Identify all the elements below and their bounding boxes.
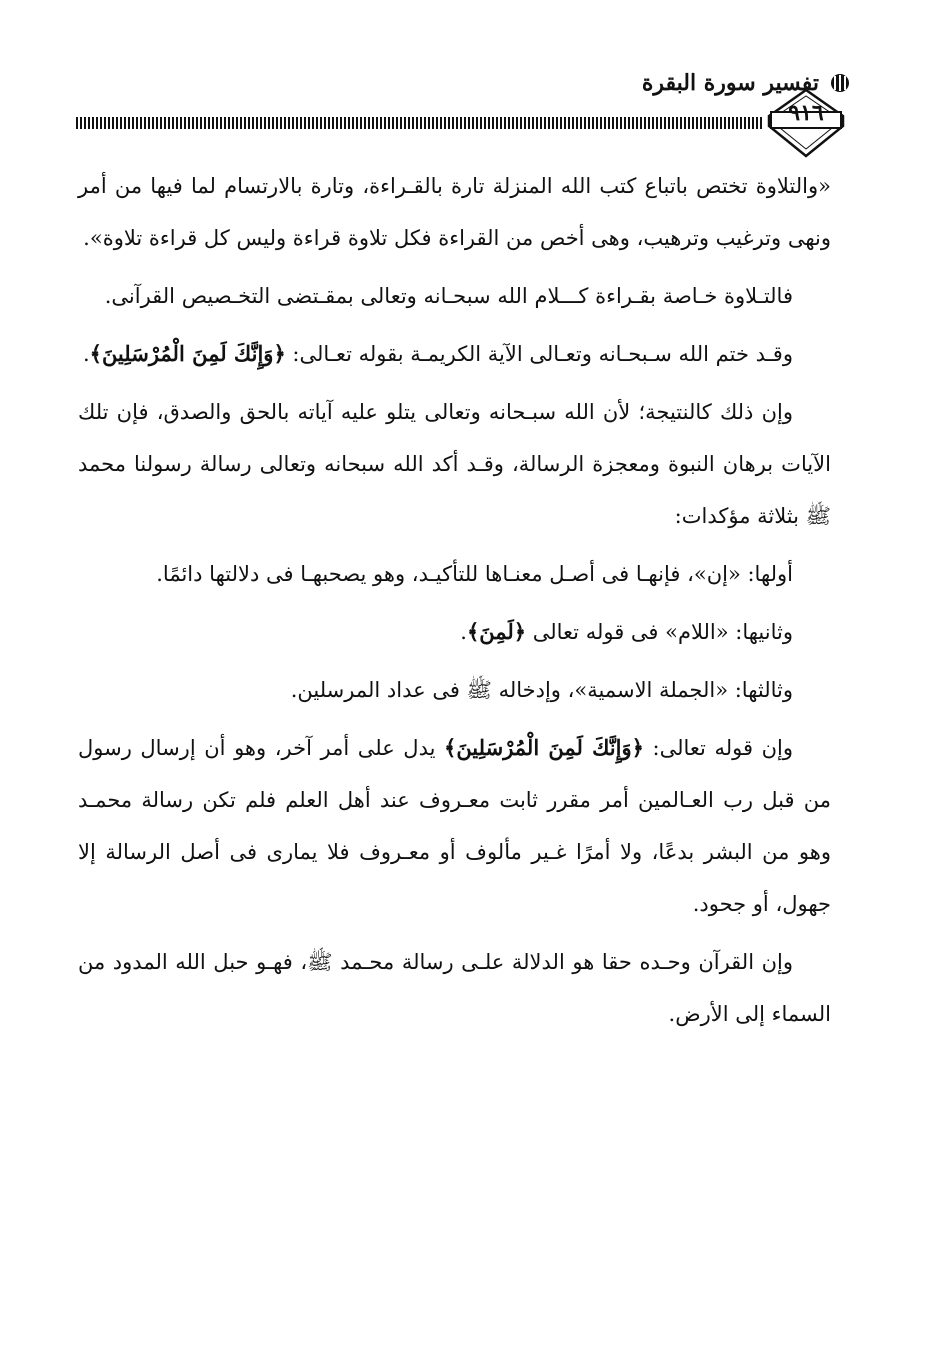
quran-verse: ﴿لَمِنَ﴾ [466,619,527,644]
paragraph-text: . [82,342,90,366]
paragraph [78,722,831,930]
page-body [78,160,831,1046]
paragraph: فالتـلاوة خـاصة بقـراءة كـــلام الله سبحـانه وتعالى بمقـتضى التخـصيص القرآنى. [104,284,793,308]
paragraph: وإن ذلك كالنتيجة؛ لأن الله سبـحانه وتعالى يتلو عليه آياته بالحق والصدق، فإن تلك الآيات برهان النبوة ومعجزة الرسالة، وقـد أكد الله سبحانه وتعالى رسالة رسولنا محمد ﷺ بثلاثة مؤكدات: [78,400,831,528]
paragraph [78,606,831,658]
paragraph: وإن القرآن وحـده حقا هو الدلالة علـى رسالة محـمد ﷺ، فهـو حبل الله المدود من السماء إلى الأرض. [78,950,831,1026]
paragraph-text: وقـد ختم الله سـبحـانه وتعـالى الآية الكريمـة بقوله تعـالى: [285,342,793,366]
quran-verse: ﴿وَإِنَّكَ لَمِنَ الْمُرْسَلِينَ﴾ [89,341,286,366]
paragraph-text: وثانيها: «اللام» فى قوله تعالى [526,620,793,644]
page-header [76,60,851,170]
running-title-text: تفسير سورة البقرة [641,70,819,96]
paragraph-text: . [460,620,467,644]
header-rule [76,117,763,129]
paragraph: أولها: «إن»، فإنهـا فى أصـل معنـاها للتأكيـد، وهو يصحبهـا فى دلالتها دائمًا. [156,562,793,586]
paragraph-text: يدل على أمر آخر، وهو أن إرسال رسول من قبل رب العـالمين أمر مقرر ثابت معـروف عند أهل العلم فلم تكن رسالة محمـد وهو من البشر بدعًا، ولا أمرًا غـير مألوف أو معـروف فلا يمارى فى أصل الرسالة إلا جهول، أو جحود. [78,736,831,916]
paragraph: «والتلاوة تختص باتباع كتب الله المنزلة تارة بالقـراءة، وتارة بالارتسام لما فيها من أمر ونهى وترغيب وترهيب، وهى أخص من القراءة فكل تلاوة قراءة وليس كل قراءة تلاوة». [78,174,831,250]
paragraph: وثالثها: «الجملة الاسمية»، وإدخاله ﷺ فى عداد المرسلين. [290,678,793,702]
page-number: ٩١٦ [788,100,824,126]
page-number-frame [761,86,851,168]
quran-verse: ﴿وَإِنَّكَ لَمِنَ الْمُرْسَلِينَ﴾ [444,735,644,760]
paragraph-text: وإن قوله تعالى: [643,736,793,760]
paragraph [78,328,831,380]
